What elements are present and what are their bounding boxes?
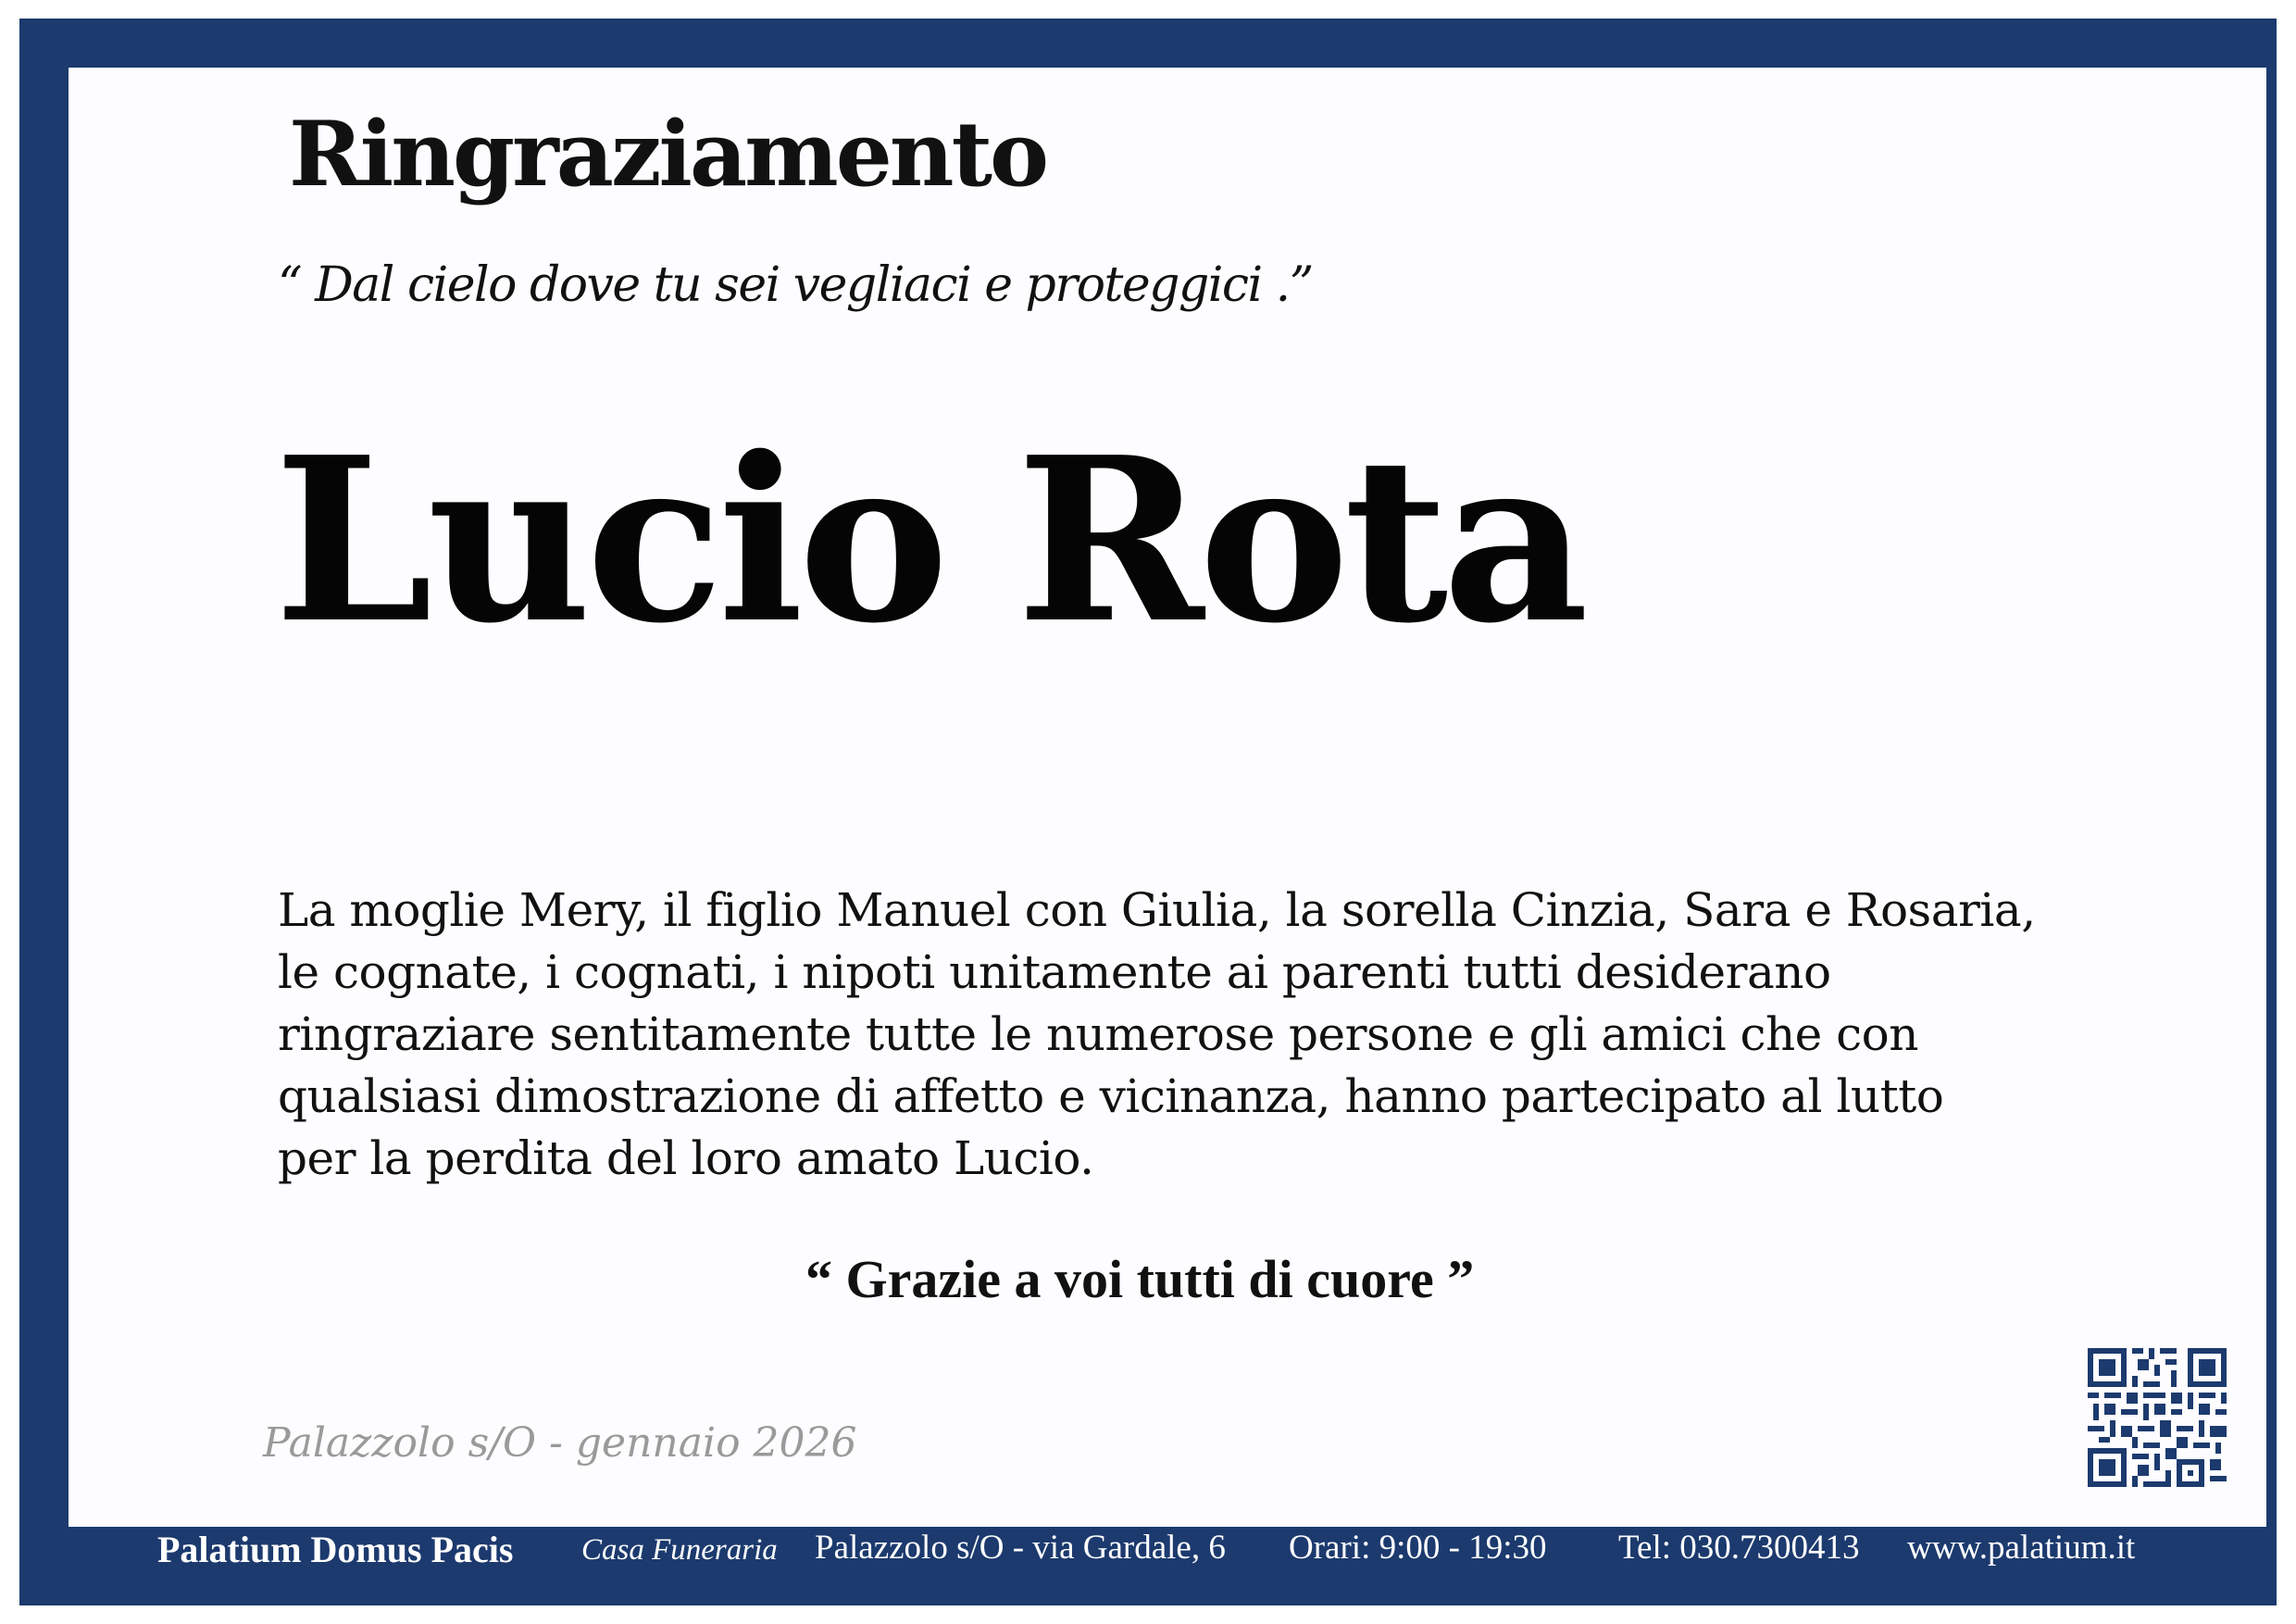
place-date: Palazzolo s/O - gennaio 2026 (263, 1419, 857, 1467)
notice-motto: “ Dal cielo dove tu sei vegliaci e proteggici .” (278, 257, 1313, 313)
opening-hours: Orari: 9:00 - 19:30 (1289, 1529, 1547, 1567)
message-line: ringraziare sentitamente tutte le numerose persone e gli amici che con (278, 1007, 1918, 1061)
qr-code-icon[interactable] (2088, 1348, 2227, 1487)
message-line: La moglie Mery, il figlio Manuel con Giulia, la sorella Cinzia, Sara e Rosaria, (278, 883, 2036, 937)
phone-number: Tel: 030.7300413 (1618, 1529, 1860, 1567)
notice-heading: Ringraziamento (289, 102, 1046, 206)
thanks-message (278, 880, 2185, 1190)
company-name: Palatium Domus Pacis (157, 1529, 514, 1570)
message-line: qualsiasi dimostrazione di affetto e vicinanza, hanno partecipato al lutto (278, 1069, 1944, 1123)
company-type: Casa Funeraria (581, 1533, 778, 1567)
company-address: Palazzolo s/O - via Gardale, 6 (815, 1529, 1226, 1567)
website-link[interactable]: www.palatium.it (1907, 1529, 2136, 1567)
message-line: per la perdita del loro amato Lucio. (278, 1131, 1094, 1185)
deceased-name: Lucio Rota (274, 407, 1584, 673)
footer-bar (0, 1515, 2296, 1580)
message-line: le cognate, i cognati, i nipoti unitamente ai parenti tutti desiderano (278, 945, 1831, 999)
closing-quote: “ Grazie a voi tutti di cuore ” (805, 1249, 1475, 1309)
